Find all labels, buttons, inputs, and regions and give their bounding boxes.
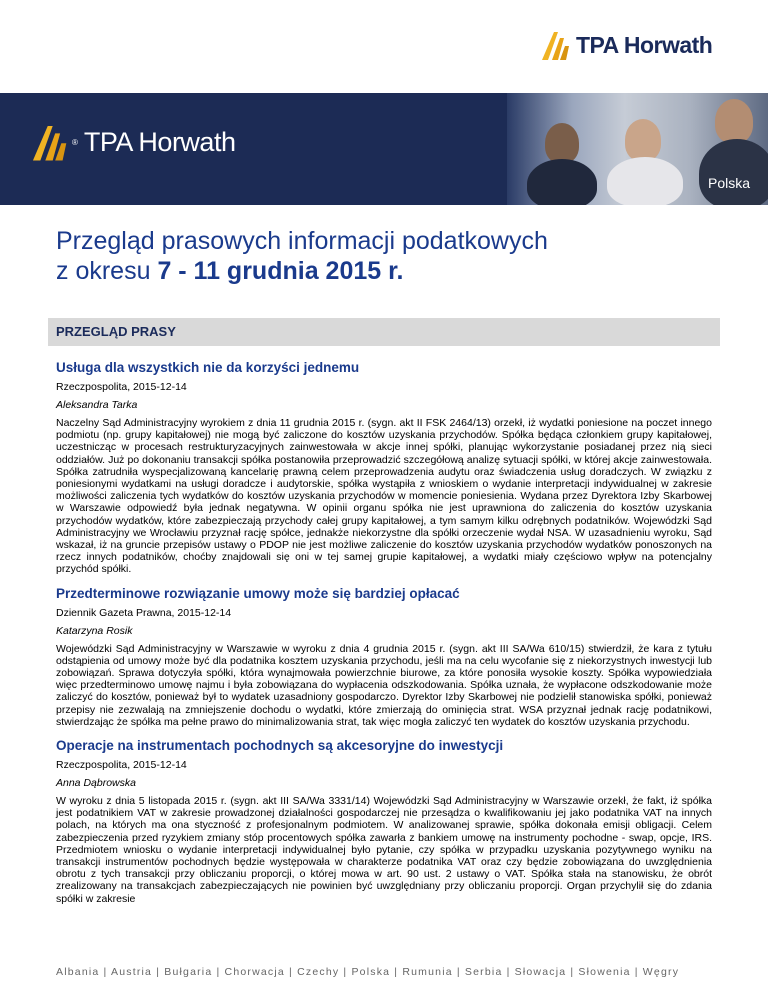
banner-logo [28,121,235,163]
title-date-range: 7 - 11 grudnia 2015 r. [157,257,404,285]
section-header [48,318,720,346]
articles-list [56,360,712,915]
title-line-1: Przegląd prasowych informacji podatkowych [56,227,548,255]
article [56,738,712,905]
article-headline: Usługa dla wszystkich nie da korzyści jednemu [56,360,360,375]
footer-countries: Albania | Austria | Bułgaria | Chorwacja | Czechy | Polska | Rumunia | Serbia | Słowacja | Słowenia | Węgry [56,966,680,978]
article-body: W wyroku z dnia 5 listopada 2015 r. (sygn. akt III SA/Wa 3331/14) Wojewódzki Sąd Administracyjny w Warszawie orzekł, że fakt, iż spółka jest podatnikiem VAT w zakresie prowadzonej działalności gospodarczej nie przesądza o kwalifikowaniu jej jako podatnika VAT na innych polach, na których ma ona styczność z profesjonalnym podmiotem. W analizowanej sprawie, spółka dokonała emisji obligacji. Celem zabezpieczenia przed ryzykiem zmiany stóp procentowych spółka zawarła z bankiem umowę na instrumenty pochodne - swap, opcje, IRS. Przedmiotem wniosku o wydanie interpretacji indywidualnej było pytanie, czy spółka w przypadku uzyskania pozytywnego wyniku na transakcji instrumentów pochodnych będzie występowała w charakterze podatnika VAT oraz czy będzie zobowiązana do uwzględnienia obrotu z tych transakcji przy obliczaniu proporcji, o której mowa w art. 90 ust. 2 ustawy o VAT. Spółka stała na stanowisku, że obrót zrealizowany na transakcjach zabezpieczających nie powinien być uwzględniany przy obliczaniu proporcji. Organ przychylił się do zdania spółki w zakresie [56,795,712,905]
article-author: Aleksandra Tarka [56,399,138,411]
article-headline: Przedterminowe rozwiązanie umowy może się bardziej opłacać [56,585,460,601]
article [56,586,712,728]
article-source: Rzeczpospolita, 2015-12-14 [56,759,187,772]
article-headline: Operacje na instrumentach pochodnych są akcesoryjne do inwestycji [56,738,504,754]
article-author: Katarzyna Rosik [56,624,133,637]
article-source: Rzeczpospolita, 2015-12-14 [56,381,187,393]
article-source: Dziennik Gazeta Prawna, 2015-12-14 [56,606,232,619]
tpa-logo-mark-icon [538,28,572,62]
registered-mark-icon: ® [72,137,78,147]
article-body: Wojewódzki Sąd Administracyjny w Warszawie w wyroku z dnia 4 grudnia 2015 r. (sygn. akt III SA/Wa 610/15) stwierdził, że kara z tytułu odstąpienia od umowy może być dla podatnika kosztem uzyskania przychodu, jeśli ma na celu wycofanie się z niekorzystnych inwestycji lub zobowiązań. Sprawa dotyczyła spółki, która wynajmowała powierzchnie biurowe, za które ponosiła wysokie koszty. Spółka wypowiedziała więc przedterminowo umowę najmu i była zobowiązana do wypłacenia odszkodowania. Spółka uznała, że wypłacone odszkodowanie może zaliczyć do kosztów, ponieważ był to wydatek uzasadniony gospodarczo. Dyrektor Izby Skarbowej nie podzielił stanowiska spółki, ponieważ przepisy nie zezwalają na zmniejszenie dochodu o wydatki, które zmierzają do ominięcia strat. WSA przyznał jednak rację podatnikowi, stwierdzając że spółka ma pełne prawo do minimalizowania strat, tak więc mogła zaliczyć ten wydatek do kosztów uzyskania przychodu. [56,642,712,728]
top-logo [538,28,712,62]
tpa-logo-mark-icon [28,121,70,163]
title-prefix: z okresu [56,257,158,285]
title-line-2 [56,256,548,286]
article [56,360,712,576]
section-label: PRZEGLĄD PRASY [56,324,176,339]
banner-brand-name: TPA Horwath [83,126,236,157]
article-body: Naczelny Sąd Administracyjny wyrokiem z dnia 11 grudnia 2015 r. (sygn. akt II FSK 2464/13) orzekł, iż wydatki poniesione na poczet innego podmiotu (np. grupy kapitałowej) nie mogą być zaliczone do kosztów uzyskania przychodów. Spółka będąca członkiem grupy kapitałowej, uczestnicząc w procesach restrukturyzacyjnych zainwestowała w akcje innej spółki, planując wykorzystanie posiadanej przez nią sieci oddziałów. Już po dokonaniu transakcji spółka postanowiła przeprowadzić szczegółową analizę sytuacji spółki, w której akcje zainwestowała. Spółka zatrudniła wyspecjalizowaną kancelarię prawną celem przeprowadzenia audytu oraz świadczenia usług doradczych. W związku z poniesionymi wydatkami na usługi doradcze i audytorskie, spółka wystąpiła z wnioskiem o wydanie interpretacji indywidualnej w zakresie możliwości zaliczenia tych wydatków do kosztów uzyskania przychodów w momencie poniesienia. Wydana przez Dyrektora Izby Skarbowej w Warszawie odpowiedź była jednak negatywna. W opinii organu spółka nie jest uprawniona do zaliczenia do kosztów uzyskania przychodów wydatków, które zabezpieczają przychody całej grupy kapitałowej, a tym samym kilku odrębnych podatników. Wojewódzki Sąd Administracyjny we Wrocławiu przyznał rację spółce, jednakże niekorzystne dla spółki orzeczenie wydał NSA. W uzasadnieniu wyroku, Sąd wskazał, iż na gruncie przepisów ustawy o PDOP nie jest możliwe zaliczenie do kosztów uzyskania przychodów wydatków ponoszonych na rzecz innych podatników, choćby znajdowali się oni w tej samej grupie kapitałowej, a wydatki miały częściowo wpływ na potencjalny przychód spółki. [56,417,712,576]
top-brand-name: TPA Horwath [576,31,713,58]
header-banner [0,93,768,205]
banner-country: Polska [708,175,751,191]
page-title [56,226,548,286]
article-author: Anna Dąbrowska [56,777,136,790]
